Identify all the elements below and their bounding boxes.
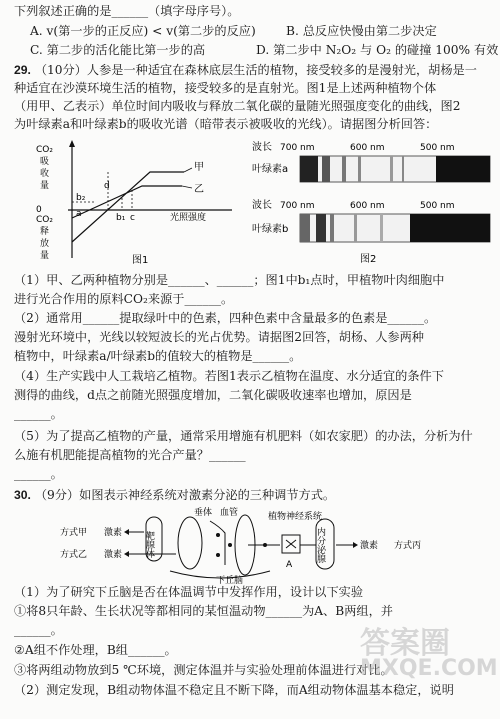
point-b2: b₂: [76, 193, 86, 203]
label-neifenmi: 内分泌腺: [315, 527, 325, 563]
point-b1: b₁: [116, 213, 126, 223]
arrowhead-bing: [353, 542, 358, 548]
arrowhead-yi: [124, 551, 129, 557]
row-label-b: 叶绿素b: [252, 224, 289, 235]
figure-30-regulation: [60, 505, 480, 585]
label-bing: 方式丙: [394, 541, 422, 551]
question-prompt: 下列叙述正确的是______（填字母序号）。: [14, 4, 240, 18]
q29-sub-4a: （4）生产实践中人工栽培乙植物。若图1表示乙植物在温度、水分适宜的条件下: [14, 369, 444, 383]
dot-3: [216, 553, 220, 557]
option-c: C. 第二步的活化能比第一步的高: [30, 43, 206, 57]
nm-600-a: 600 nm: [350, 143, 385, 153]
figure-2-caption: 图2: [360, 254, 377, 265]
label-a: A: [286, 560, 293, 570]
y-axis-arrow: [69, 140, 75, 147]
nm-700-b: 700 nm: [280, 201, 315, 211]
origin-label: 0: [36, 205, 42, 215]
wave-label-b: 波长: [252, 200, 272, 211]
wave-label-a: 波长: [252, 142, 272, 153]
leader-yi: [182, 186, 192, 188]
dot-4: [263, 543, 267, 547]
dot-1: [216, 533, 220, 537]
label-jia: 方式甲: [60, 528, 88, 538]
label-xueguan: 血管: [220, 508, 239, 518]
arrowhead-jia: [124, 529, 129, 535]
point-d: d: [104, 181, 110, 191]
y-label-bottom-0: CO₂: [36, 215, 53, 225]
nm-500-b: 500 nm: [420, 201, 455, 211]
label-zhiwu: 植物神经系统: [268, 512, 323, 522]
label-xiaqiunao: 下丘脑: [216, 576, 244, 585]
hormone-yi: 激素: [104, 550, 123, 560]
q30-sub-1-2: ②A组不作处理，B组______。: [14, 643, 177, 657]
row-label-a: 叶绿素a: [252, 164, 289, 175]
label-jia: 甲: [194, 162, 204, 173]
q30-sub-1-1b: ______。: [14, 623, 63, 637]
q29-line-1: [14, 62, 492, 78]
nm-700-a: 700 nm: [280, 143, 315, 153]
q29-sub-2c: 植物中，叶绿素a/叶绿素b的值较大的植物是______。: [14, 349, 302, 363]
hormone-jia: 激素: [104, 528, 123, 538]
option-a: A. v(第一步的正反应) < v(第二步的反应): [30, 24, 256, 38]
curve-jia: [72, 172, 184, 242]
label-bachiqi: 靶腺体: [144, 531, 154, 558]
nm-500-a: 500 nm: [420, 143, 455, 153]
dot-2: [228, 543, 232, 547]
y-label-top-2: 收: [40, 169, 50, 179]
y-label-top-3: 量: [40, 181, 50, 191]
x-axis-label: 光照强度: [170, 213, 207, 223]
q29-sub-4b: 测得的曲线，d点之前随光照强度增加，二氧化碳吸收速率也增加，原因是: [14, 388, 412, 402]
nm-600-b: 600 nm: [350, 201, 385, 211]
leader-jia: [184, 168, 192, 172]
q29-sub-5c: ______。: [14, 467, 63, 481]
option-d: D. 第二步中 N₂O₂ 与 O₂ 的碰撞 100% 有效: [256, 43, 499, 57]
q29-sub-5a: （5）为了提高乙植物的产量，通常采用增施有机肥料（如农家肥）的办法，分析为什: [14, 429, 473, 443]
y-label-bottom-1: 释: [40, 227, 50, 237]
spectrum-a: [300, 156, 490, 182]
hormone-bing: 激素: [360, 541, 379, 551]
point-c: c: [130, 213, 135, 223]
label-yi: 方式乙: [60, 550, 88, 560]
q29-text-1: （10分）人参是一种适宜在森林底层生活的植物，接受较多的是漫射光，胡杨是一: [34, 63, 477, 77]
q29-sub-1b: 进行光合作用的原料CO₂来源于______。: [14, 292, 234, 306]
figure-1-co2-curve: [32, 138, 242, 268]
watermark-logo: 答案圈: [360, 626, 450, 661]
q29-sub-2a: （2）通常用______提取绿叶中的色素，四种色素中含量最多的色素是______。: [14, 311, 437, 325]
q29-line-3: （用甲、乙表示）单位时间内吸收与释放二氧化碳的量随光照强度变化的曲线，图2: [14, 99, 461, 113]
q29-line-4: 为叶绿素a和叶绿素b的吸收光谱（暗带表示被吸收的光线）。请据图分析回答：: [14, 117, 438, 131]
watermark-url: MXQE.COM: [360, 656, 498, 681]
q30-line-1: [14, 487, 492, 503]
q30-sub-1: （1）为了研究下丘脑是否在体温调节中发挥作用，设计以下实验: [14, 585, 364, 599]
q30-text-1: （9分）如图表示神经系统对激素分泌的三种调节方式。: [34, 488, 336, 502]
q29-sub-4c: ______。: [14, 407, 63, 421]
shape-chuiti: [178, 517, 202, 569]
option-b: B. 总反应快慢由第二步决定: [286, 24, 437, 38]
q30-sub-2: （2）测定发现，B组动物体温不稳定且不断下降，而A组动物体温基本稳定，说明: [14, 683, 454, 697]
q30-sub-1-1: ①将8只年龄、生长状况等都相同的某恒温动物______为A、B两组，并: [14, 604, 393, 618]
y-label-top-0: CO₂: [36, 145, 53, 155]
spectrum-b: [300, 214, 490, 242]
y-label-bottom-3: 量: [40, 251, 50, 261]
q30-number: 30.: [14, 488, 31, 502]
label-chuiti: 垂体: [194, 508, 213, 518]
label-yi: 乙: [194, 184, 204, 195]
shape-vessel: [210, 521, 225, 565]
y-label-top-1: 吸: [40, 157, 50, 167]
q29-number: 29.: [14, 63, 31, 77]
figure-2-absorption-spectrum: [250, 138, 496, 268]
point-a: a: [76, 209, 82, 219]
q29-sub-2b: 漫射光环境中，光线以较短波长的光占优势。请据图2回答，胡杨、人参两种: [14, 330, 424, 344]
q30-sub-1-3: ③将两组动物放到5 ℃环境，测定体温并与实验处理前体温进行对比。: [14, 663, 393, 677]
q29-sub-5b: 么施有机肥能提高植物的光合产量？______: [14, 448, 246, 462]
q29-sub-1a: （1）甲、乙两种植物分别是______、______；图1中b₁点时，甲植物叶肉细胞中: [14, 273, 445, 287]
y-label-bottom-2: 放: [40, 239, 50, 249]
q29-line-2: 种适宜在沙漠环境生活的植物，接受较多的是直射光。图1是上述两种植物个体: [14, 81, 437, 95]
figure-1-caption: 图1: [132, 255, 149, 266]
